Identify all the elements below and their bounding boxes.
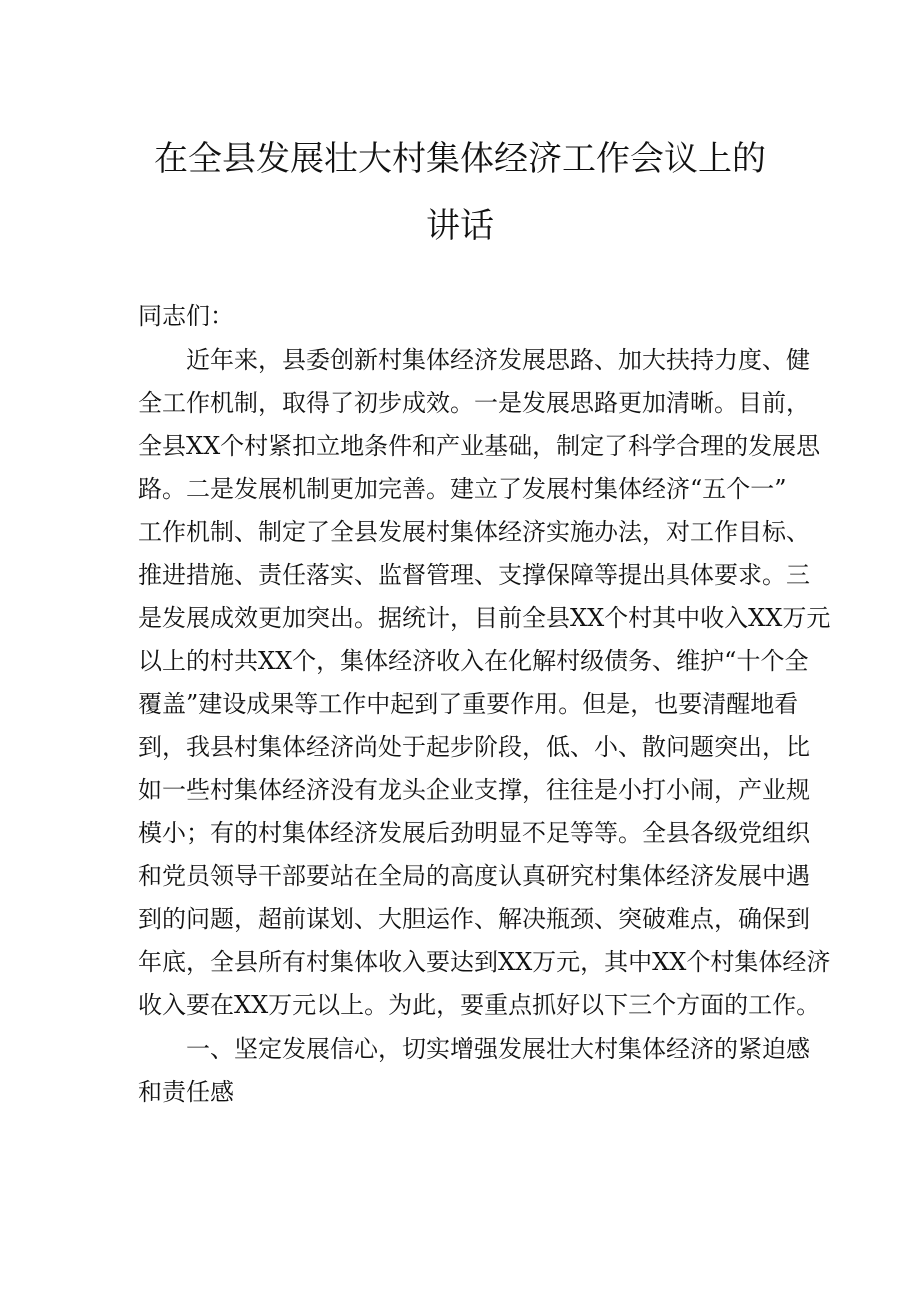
paragraph-line-9: 覆盖”建设成果等工作中起到了重要作用。但是，也要清醒地看 <box>138 690 799 718</box>
paragraph-line-3: 全县XX个村紧扣立地条件和产业基础，制定了科学合理的发展思 <box>138 432 821 460</box>
document-title-line-2: 讲话 <box>426 206 494 246</box>
paragraph-line-12: 模小；有的村集体经济发展后劲明显不足等等。全县各级党组织 <box>138 819 810 847</box>
paragraph-line-8: 以上的村共XX个，集体经济收入在化解村级债务、维护“十个全 <box>138 647 809 675</box>
paragraph-line-13: 和党员领导干部要站在全局的高度认真研究村集体经济发展中遇 <box>138 862 810 890</box>
paragraph-line-14: 到的问题，超前谋划、大胆运作、解决瓶颈、突破难点，确保到 <box>138 905 810 933</box>
section-heading-line-2: 和责任感 <box>138 1078 234 1106</box>
paragraph-line-1: 近年来，县委创新村集体经济发展思路、加大扶持力度、健 <box>138 346 810 374</box>
paragraph-line-11: 如一些村集体经济没有龙头企业支撑，往往是小打小闹，产业规 <box>138 776 810 804</box>
paragraph-line-5: 工作机制、制定了全县发展村集体经济实施办法，对工作目标、 <box>138 518 810 546</box>
paragraph-line-7: 是发展成效更加突出。据统计，目前全县XX个村其中收入XX万元 <box>138 604 831 632</box>
document-title-line-1: 在全县发展壮大村集体经济工作会议上的 <box>154 139 766 179</box>
paragraph-line-16: 收入要在XX万元以上。为此，要重点抓好以下三个方面的工作。 <box>138 991 821 1019</box>
paragraph-line-6: 推进措施、责任落实、监督管理、支撑保障等提出具体要求。三 <box>138 561 810 589</box>
paragraph-line-2: 全工作机制，取得了初步成效。一是发展思路更加清晰。目前， <box>138 389 810 417</box>
section-heading-line-1: 一、坚定发展信心，切实增强发展壮大村集体经济的紧迫感 <box>138 1035 810 1063</box>
salutation: 同志们： <box>138 302 234 330</box>
paragraph-line-4: 路。二是发展机制更加完善。建立了发展村集体经济“五个一” <box>138 475 787 503</box>
paragraph-line-10: 到，我县村集体经济尚处于起步阶段，低、小、散问题突出，比 <box>138 733 810 761</box>
paragraph-line-15: 年底，全县所有村集体收入要达到XX万元，其中XX个村集体经济 <box>138 948 831 976</box>
